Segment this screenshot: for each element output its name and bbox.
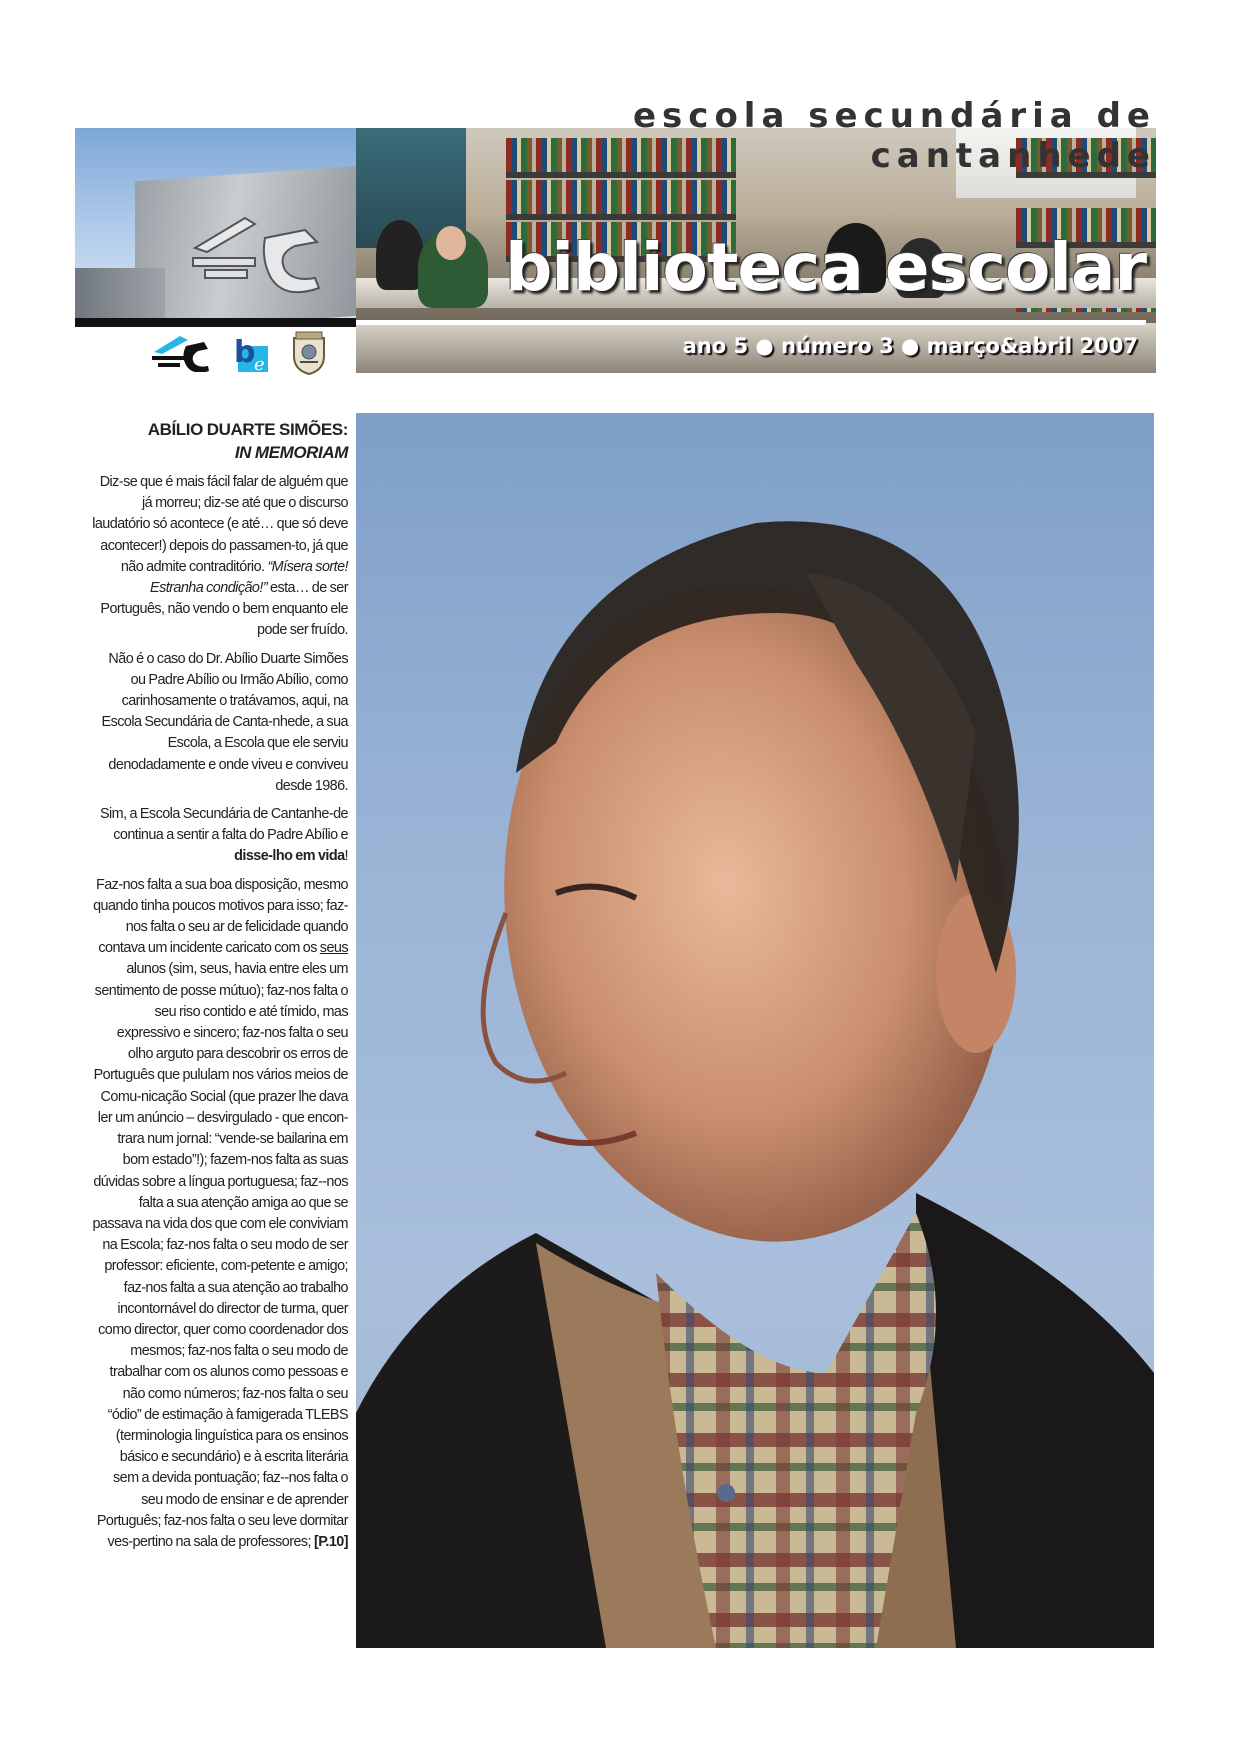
paragraph-4-text: Faz-nos falta a sua boa disposição, mesmo quando tinha poucos motivos para isso; faz-nos falta o seu ar de felicidade quando contava um incidente caricato com os bbox=[93, 876, 348, 957]
paragraph-3 bbox=[92, 804, 348, 868]
paragraph-4-text-end: alunos (sim, seus, havia entre eles um sentimento de posse mútuo); faz-nos falta o seu riso contido e até tímido, mas expressivo e sincero; faz-nos falta o seu olho arguto para descobrir os erros de Português que pululam nos vários meios de Comu-nicação Social (que prazer lhe dava ler um anúncio – desvirgulado - que encon-trara num jornal: “vende-se bailarina em bom estado”!); fazem-nos falta as suas dúvidas sobre a língua portuguesa; faz--nos falta a sua atenção amiga ao que se passava na vida dos que com ele conviviam na Escola; faz-nos falta o seu modo de ser professor: eficiente, com-petente e amigo; faz-nos falta a sua atenção ao trabalho incontornável do director de turma, quer como director, quer como coordenador dos mesmos; faz-nos falta o seu modo de trabalhar com os alunos como pessoas e não como números; faz-nos falta o seu “ódio” de estimação à famigerada TLEBS (terminologia linguística para os ensinos básico e secundário) e à escrita literária sem a devida pontuação; faz--nos falta o seu modo de ensinar e de aprender Português; faz-nos falta o seu leve dormitar ves-pertino na sala de professores; bbox=[92, 961, 348, 1550]
crest-icon bbox=[288, 330, 330, 376]
issue-line: ano 5 ● número 3 ● março&abril 2007 bbox=[682, 334, 1138, 358]
magazine-title: biblioteca escolar bbox=[505, 229, 1146, 306]
article-heading bbox=[92, 418, 348, 464]
paragraph-1 bbox=[92, 472, 348, 642]
esc-logo-icon bbox=[150, 332, 210, 372]
school-name: escola secundária de cantanhede bbox=[633, 96, 1156, 176]
header-rule bbox=[75, 318, 357, 327]
be-logo-icon bbox=[228, 332, 272, 374]
article-subtitle: IN MEMORIAM bbox=[234, 443, 348, 462]
title-rule bbox=[356, 320, 1146, 325]
paragraph-4-underlined: seus bbox=[319, 940, 348, 957]
svg-text:b: b bbox=[234, 335, 256, 370]
page-reference-link[interactable]: [P.10] bbox=[313, 1533, 348, 1550]
paragraph-3-emphasis: disse-lho em vida bbox=[234, 848, 345, 865]
article bbox=[92, 418, 348, 1560]
paragraph-1-text: Diz-se que é mais fácil falar de alguém que já morreu; diz-se até que o discurso laudatório só acontece (e até… que só deve acontecer!) depois do passamen-to, já que não admite contraditório. bbox=[92, 474, 348, 575]
paragraph-3-text: Sim, a Escola Secundária de Cantanhe-de continua a sentir a falta do Padre Abílio e bbox=[99, 806, 348, 844]
building-photo bbox=[75, 128, 357, 318]
building-wall-side bbox=[75, 268, 165, 318]
paragraph-2: Não é o caso do Dr. Abílio Duarte Simões ou Padre Abílio ou Irmão Abílio, como carinhosamente o tratávamos, aqui, na Escola Secundária de Canta-nhede, a sua Escola, a Escola que ele serviu denodadamente e onde viveu e conviveu desde 1986. bbox=[101, 650, 348, 794]
paragraph-1-text-end: esta… de ser Português, não vendo o bem enquanto ele pode ser fruído. bbox=[100, 580, 348, 639]
article-title: ABÍLIO DUARTE SIMÕES: bbox=[147, 420, 348, 439]
camoes-quote: “Mísera sorte! Estranha condição!” bbox=[150, 558, 348, 597]
building-esc-sign-icon bbox=[185, 208, 335, 314]
paragraph-3-end: ! bbox=[344, 848, 348, 865]
paragraph-4 bbox=[92, 875, 348, 1554]
svg-text:e: e bbox=[254, 354, 265, 374]
portrait-photo bbox=[356, 413, 1154, 1648]
portrait-illustration bbox=[356, 413, 1154, 1648]
